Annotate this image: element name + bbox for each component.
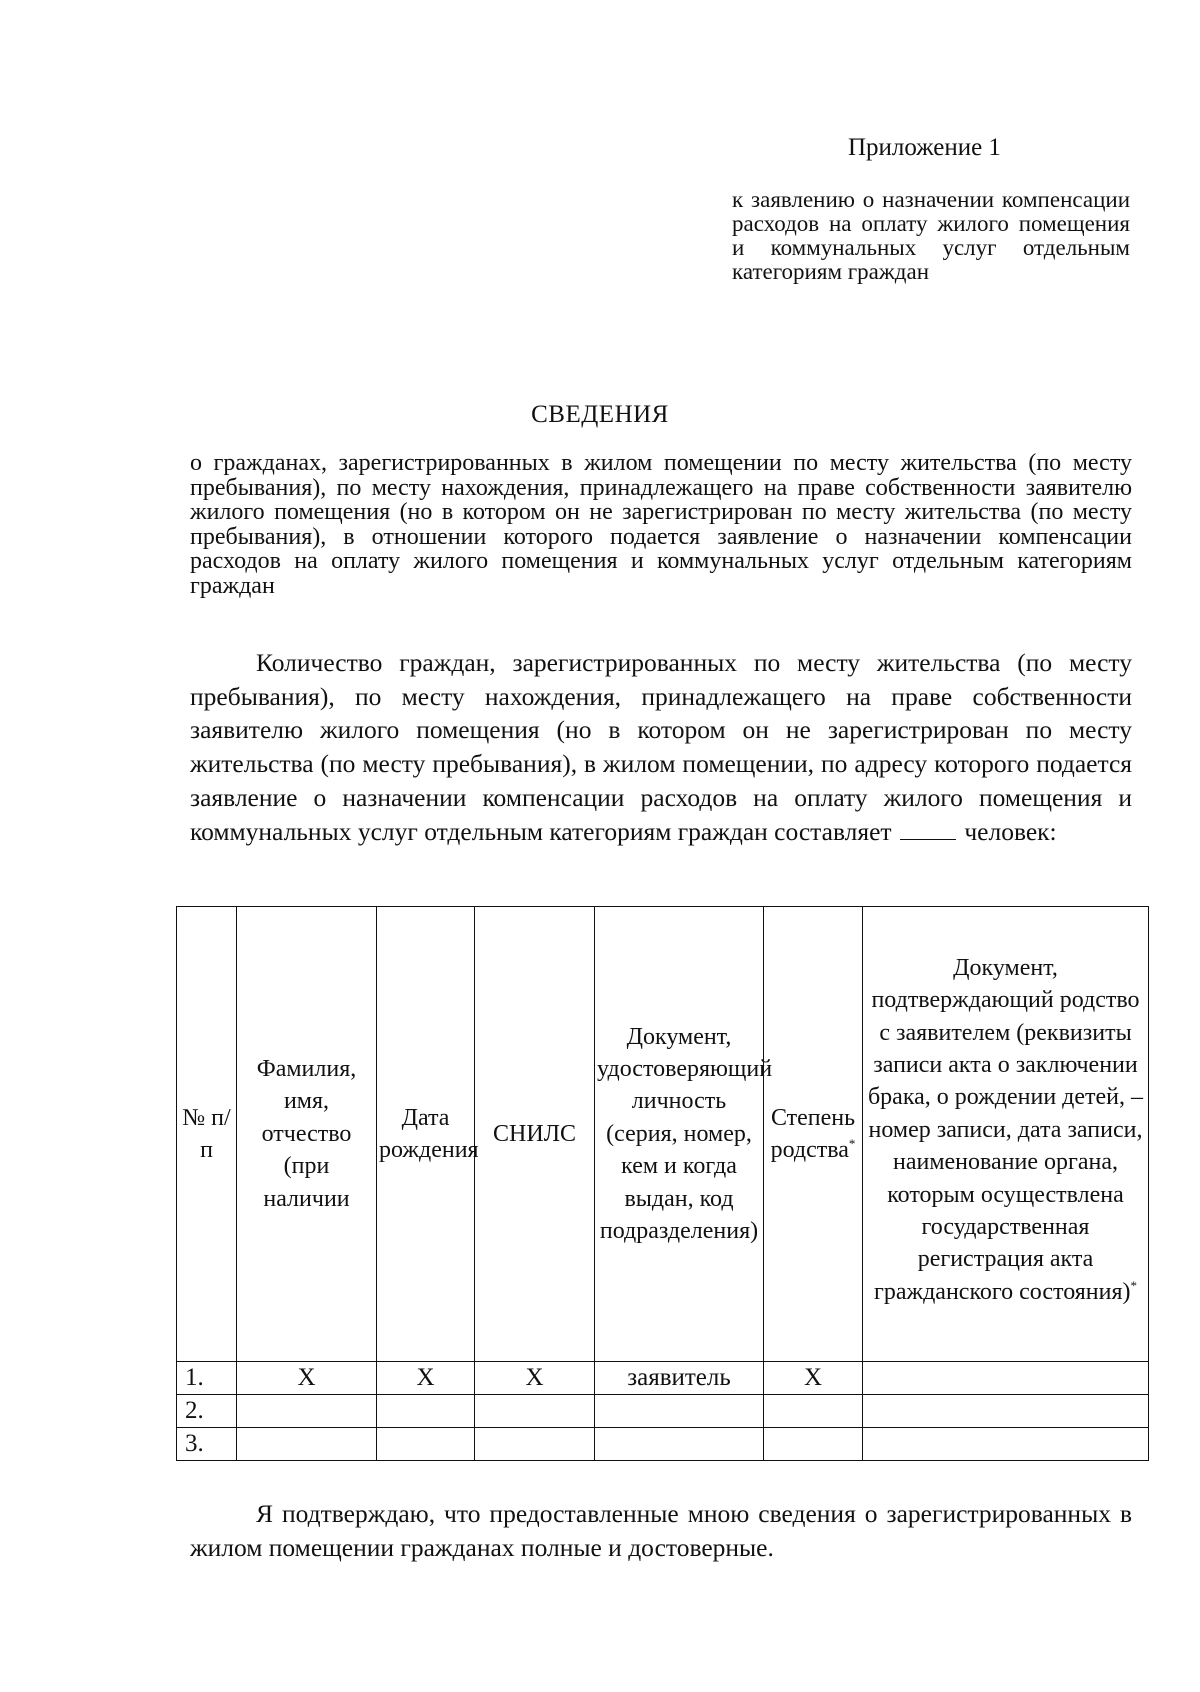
document-subtitle: о гражданах, зарегистрированных в жилом помещении по месту жительства (по месту пребывания), по месту нахождения, принадлежащего на праве собственности заявителю жилого помещения (но в котором он не зарегистрирован по месту жительства (по месту пребывания), в отношении которого подается заявление о назначении компенсации расходов на оплату жилого помещения и коммунальных услуг отдельным категориям граждан [190,450,1132,599]
cell-snils: Х [475,1362,595,1395]
cell-number: 2. [177,1395,237,1428]
cell-identity-document: заявитель [595,1362,764,1395]
cell-birth-date[interactable] [377,1428,475,1461]
appendix-subtitle: к заявлению о назначении компенсации расходов на оплату жилого помещения и коммунальных услуг отдельным категориям граждан [732,187,1130,284]
citizens-count-paragraph [190,646,1132,848]
header-number: № п/п [177,907,237,1362]
cell-full-name[interactable] [237,1428,377,1461]
header-identity-document: Документ, удостоверяющий личность (серия, номер, кем и когда выдан, код подразделения) [595,907,764,1362]
document-title: СВЕДЕНИЯ [531,401,669,428]
citizens-table [176,906,1149,1461]
cell-identity-document[interactable] [595,1395,764,1428]
cell-snils[interactable] [475,1428,595,1461]
cell-birth-date[interactable] [377,1395,475,1428]
citizens-count-blank[interactable] [900,823,956,840]
cell-number: 1. [177,1362,237,1395]
table-row [177,1428,1149,1461]
cell-relation-degree[interactable] [764,1428,863,1461]
cell-relation-degree[interactable] [764,1395,863,1428]
table-header-row [177,907,1149,1362]
appendix-title: Приложение 1 [848,134,1001,161]
header-snils: СНИЛС [475,907,595,1362]
header-relation-degree: Степень родства* [764,907,863,1362]
cell-full-name: Х [237,1362,377,1395]
table-row [177,1362,1149,1395]
cell-full-name[interactable] [237,1395,377,1428]
footnote-mark: * [1130,1277,1137,1293]
cell-relation-document[interactable] [863,1362,1149,1395]
cell-relation-document[interactable] [863,1428,1149,1461]
header-full-name: Фамилия, имя, отчество (при наличии [237,907,377,1362]
cell-number: 3. [177,1428,237,1461]
cell-relation-degree: Х [764,1362,863,1395]
header-relation-document: Документ, подтверждающий родство с заявителем (реквизиты записи акта о заключении брака, о рождении детей, – номер записи, дата записи, наименование органа, которым осуществлена государственная регистрация акта гражданского состояния)* [863,907,1149,1362]
cell-identity-document[interactable] [595,1428,764,1461]
count-paragraph-tail: человек: [964,816,1057,846]
cell-snils[interactable] [475,1395,595,1428]
count-paragraph-text: Количество граждан, зарегистрированных по месту жительства (по месту пребывания), по месту нахождения, принадлежащего на праве собственности заявителю жилого помещения (но в котором он не зарегистрирован по месту жительства (по месту пребывания), в жилом помещении, по адресу которого подается заявление о назначении компенсации расходов на оплату жилого помещения и коммунальных услуг отдельным категориям граждан составляет [190,648,1132,846]
cell-relation-document[interactable] [863,1395,1149,1428]
confirmation-paragraph: Я подтверждаю, что предоставленные мною сведения о зарегистрированных в жилом помещении гражданах полные и достоверные. [190,1499,1132,1562]
header-birth-date: Дата рождения [377,907,475,1362]
cell-birth-date: Х [377,1362,475,1395]
footnote-mark: * [848,1136,856,1151]
table-row [177,1395,1149,1428]
